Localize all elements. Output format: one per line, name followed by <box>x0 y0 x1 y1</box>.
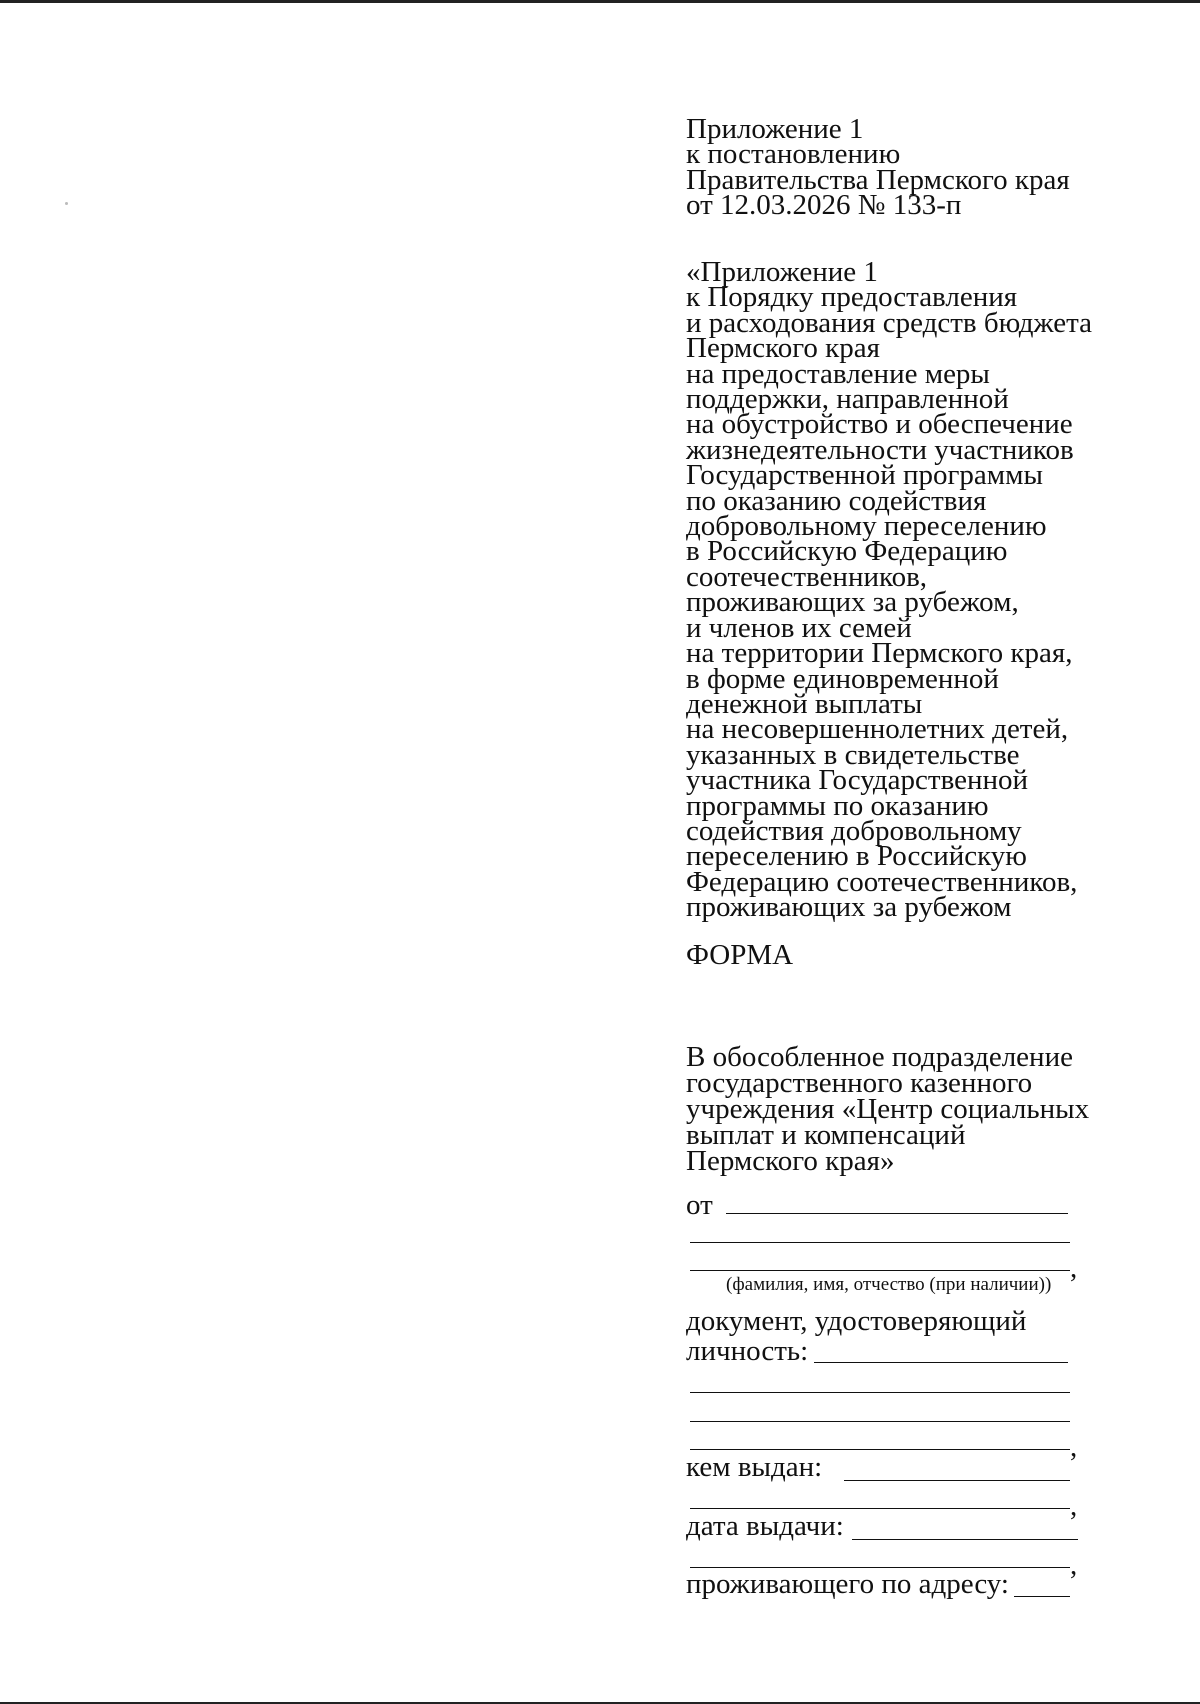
id-document-line-2[interactable] <box>690 1392 1070 1393</box>
addressee-line: В обособленное подразделение <box>686 1041 1073 1073</box>
appendix-line: Пермского края <box>686 332 880 365</box>
scan-top-border <box>0 0 1200 3</box>
appendix-line: на территории Пермского края, <box>686 637 1073 670</box>
from-label: от <box>686 1189 713 1221</box>
appendix-line: на предоставление меры <box>686 357 990 390</box>
appendix-line: на несовершеннолетних детей, <box>686 713 1069 746</box>
comma: , <box>1070 1490 1078 1522</box>
form-label <box>686 939 1096 971</box>
appendix-line: к Порядку предоставления <box>686 281 1018 314</box>
address-label: проживающего по адресу: <box>686 1568 1009 1600</box>
id-document-label-2: личность: <box>686 1335 809 1367</box>
appendix-line: проживающих за рубежом <box>686 891 1012 924</box>
appendix-line: содействия добровольному <box>686 814 1022 847</box>
name-line-2[interactable] <box>690 1242 1070 1243</box>
appendix-line: в Российскую Федерацию <box>686 535 1008 568</box>
appendix-line: программы по оказанию <box>686 789 989 822</box>
comma: , <box>1070 1252 1078 1284</box>
appendix-line: в форме единовременной <box>686 662 999 695</box>
name-caption: (фамилия, имя, отчество (при наличии)) <box>726 1274 1052 1295</box>
appendix-line: жизнедеятельности участников <box>686 433 1074 466</box>
appendix-line: указанных в свидетельстве <box>686 738 1020 771</box>
appendix-line: по оказанию содействия <box>686 484 987 517</box>
addressee-line: государственного казенного <box>686 1067 1033 1099</box>
appendix-line: денежной выплаты <box>686 687 923 720</box>
issue-date-label: дата выдачи: <box>686 1510 844 1542</box>
approval-line: к постановлению <box>686 138 901 171</box>
addressee-line: выплат и компенсаций <box>686 1119 966 1151</box>
appendix-line: участника Государственной <box>686 764 1029 797</box>
appendix-line: переселению в Российскую <box>686 840 1027 873</box>
id-document-line-3[interactable] <box>690 1421 1070 1422</box>
appendix-line: «Приложение 1 <box>686 256 878 288</box>
name-line-1[interactable] <box>726 1213 1068 1214</box>
appendix-line: поддержки, направленной <box>686 383 1009 416</box>
approval-line: Правительства Пермского края <box>686 163 1070 196</box>
appendix-line: и расходования средств бюджета <box>686 306 1092 339</box>
appendix-line: добровольному переселению <box>686 510 1047 543</box>
issued-by-label: кем выдан: <box>686 1451 823 1483</box>
form-label-text: ФОРМА <box>686 939 794 971</box>
appendix-line: соотечественников, <box>686 560 928 593</box>
appendix-line: и членов их семей <box>686 611 912 644</box>
approval-block <box>686 113 1096 222</box>
appendix-line: проживающих за рубежом, <box>686 586 1019 619</box>
addressee-line: учреждения «Центр социальных <box>686 1093 1090 1125</box>
issue-date-line-1[interactable] <box>852 1539 1078 1540</box>
comma: , <box>1070 1549 1078 1581</box>
id-document-label: документ, удостоверяющий <box>686 1305 1027 1337</box>
appendix-line: Государственной программы <box>686 459 1043 492</box>
addressee-line: Пермского края» <box>686 1145 895 1177</box>
name-line-3[interactable] <box>690 1270 1070 1271</box>
addressee-block <box>686 1041 1096 1177</box>
address-line-1[interactable] <box>1014 1596 1070 1597</box>
id-document-line-1[interactable] <box>814 1362 1068 1363</box>
issued-by-line-2[interactable] <box>690 1508 1070 1509</box>
id-document-line-4[interactable] <box>690 1449 1070 1450</box>
appendix-line: Федерацию соотечественников, <box>686 865 1078 898</box>
appendix-line: на обустройство и обеспечение <box>686 408 1073 441</box>
approval-line: от 12.03.2026 № 133-п <box>686 189 962 222</box>
issued-by-line-1[interactable] <box>844 1480 1070 1481</box>
comma: , <box>1070 1431 1078 1463</box>
approval-line: Приложение 1 <box>686 113 864 145</box>
appendix-block <box>686 256 1096 924</box>
scan-speck <box>65 202 68 205</box>
